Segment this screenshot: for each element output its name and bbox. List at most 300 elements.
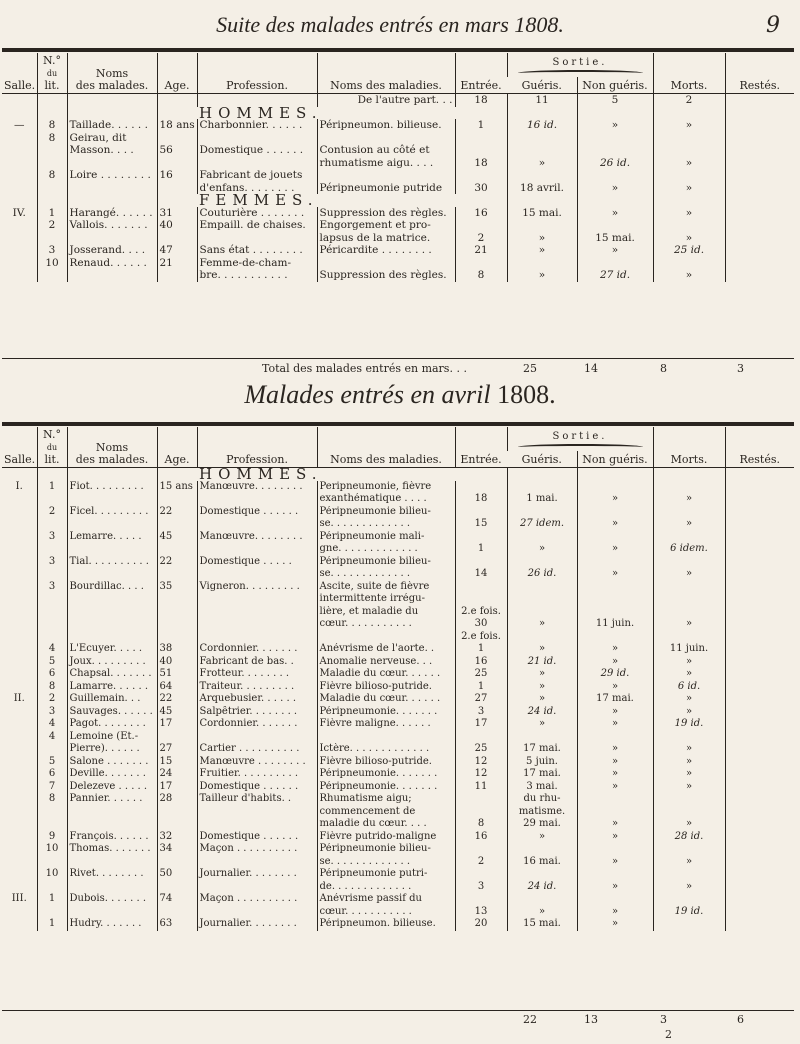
cell-salle [2, 906, 37, 919]
cell-restes [725, 531, 794, 544]
march-bottom-rule [2, 358, 794, 359]
cell-mal: Péripneumonie bilieu- [317, 556, 455, 569]
cell-restes [725, 257, 794, 270]
cell-lit: 3 [37, 581, 67, 594]
cell-salle [2, 169, 37, 182]
cell-nom: Rivet. . . . . . . . [67, 868, 157, 881]
cell-prof [197, 568, 317, 581]
cell-restes [725, 806, 794, 819]
cell-gueris [507, 631, 577, 644]
cell-morts: » [653, 743, 725, 756]
cell-nom [67, 568, 157, 581]
cell-nom [67, 269, 157, 282]
cell-restes [725, 906, 794, 919]
cell-lit: 1 [37, 481, 67, 494]
col-sortie: Sortie. [507, 53, 653, 77]
cell-entree [455, 843, 507, 856]
cell-non: » [577, 182, 653, 195]
cell-mal [317, 731, 455, 744]
table-row [2, 568, 794, 581]
table-row [2, 531, 794, 544]
cell-nom: Deville. . . . . . . [67, 768, 157, 781]
cell-morts [653, 868, 725, 881]
col-gueris: Guéris. [521, 453, 562, 466]
table-row [2, 182, 794, 195]
cell-gueris: » [507, 831, 577, 844]
cell-morts: » [653, 856, 725, 869]
cell-entree: 21 [455, 244, 507, 257]
table-row [2, 818, 794, 831]
cell-morts: » [653, 781, 725, 794]
cell-restes [725, 831, 794, 844]
cell-mal: lapsus de la matrice. [317, 232, 455, 245]
cell-restes [725, 481, 794, 494]
table-row [2, 781, 794, 794]
cell-salle [2, 881, 37, 894]
cell-gueris: » [507, 618, 577, 631]
march-total-non-gueris: 8 [660, 362, 667, 375]
cell-mal: Péripneumonie. . . . . . . [317, 781, 455, 794]
cell-entree [455, 593, 507, 606]
cell-morts: » [653, 756, 725, 769]
cell-restes [725, 856, 794, 869]
cell-entree: 25 [455, 668, 507, 681]
cell-non: » [577, 643, 653, 656]
cell-morts [653, 556, 725, 569]
cell-restes [725, 656, 794, 669]
cell-gueris: 15 mai. [507, 207, 577, 220]
table-row [2, 269, 794, 282]
cell-morts [653, 257, 725, 270]
cell-lit: 10 [37, 257, 67, 270]
cell-age: 50 [157, 868, 197, 881]
cell-lit: 5 [37, 656, 67, 669]
cell-entree [455, 806, 507, 819]
cell-lit: 8 [37, 793, 67, 806]
cell-non [577, 531, 653, 544]
cell-prof [197, 232, 317, 245]
cell-prof: Tailleur d'habits. . [197, 793, 317, 806]
march-total-gueris: 14 [584, 362, 598, 375]
cell-nom: Lemarre. . . . . [67, 531, 157, 544]
cell-salle [2, 743, 37, 756]
cell-nom: Sauvages. . . . . . [67, 706, 157, 719]
cell-non: 15 mai. [577, 232, 653, 245]
cell-gueris: » [507, 718, 577, 731]
cell-gueris: » [507, 668, 577, 681]
cell-prof [197, 493, 317, 506]
cell-restes [725, 818, 794, 831]
cell-mal: Suppression des règles. [317, 269, 455, 282]
cell-non: » [577, 681, 653, 694]
cell-morts [653, 593, 725, 606]
col-maladies: Noms des maladies. [317, 427, 455, 468]
carry-gueris: 11 [507, 94, 577, 107]
cell-lit: 6 [37, 668, 67, 681]
cell-restes [725, 493, 794, 506]
table-row [2, 207, 794, 220]
cell-lit [37, 144, 67, 157]
cell-nom [67, 493, 157, 506]
col-lit: N.° du lit. [37, 427, 67, 468]
cell-lit [37, 631, 67, 644]
col-noms: Noms des malades. [67, 53, 157, 94]
cell-lit: 2 [37, 506, 67, 519]
cell-mal: de. . . . . . . . . . . . . [317, 881, 455, 894]
cell-salle [2, 132, 37, 145]
cell-lit [37, 269, 67, 282]
cell-gueris: matisme. [507, 806, 577, 819]
cell-age [157, 606, 197, 619]
cell-gueris: 24 id. [507, 881, 577, 894]
cell-morts [653, 219, 725, 232]
cell-entree: 1 [455, 543, 507, 556]
cell-prof [197, 157, 317, 170]
cell-age: 56 [157, 144, 197, 157]
cell-entree: 25 [455, 743, 507, 756]
cell-gueris: » [507, 906, 577, 919]
page-number: 9 [766, 12, 780, 38]
cell-morts [653, 843, 725, 856]
cell-mal: Contusion au côté et [317, 144, 455, 157]
cell-entree [455, 793, 507, 806]
cell-nom: Dubois. . . . . . . [67, 893, 157, 906]
cell-entree [455, 506, 507, 519]
cell-entree: 12 [455, 768, 507, 781]
cell-prof [197, 731, 317, 744]
cell-gueris: » [507, 157, 577, 170]
cell-lit: 10 [37, 868, 67, 881]
cell-lit [37, 518, 67, 531]
cell-age: 28 [157, 793, 197, 806]
cell-restes [725, 843, 794, 856]
april-bottom-rule [2, 1010, 794, 1011]
cell-restes [725, 706, 794, 719]
cell-lit [37, 543, 67, 556]
cell-mal [317, 257, 455, 270]
cell-morts: 6 idem. [653, 543, 725, 556]
cell-restes [725, 631, 794, 644]
cell-salle [2, 543, 37, 556]
cell-entree [455, 531, 507, 544]
table-row [2, 219, 794, 232]
cell-gueris: » [507, 269, 577, 282]
cell-salle [2, 718, 37, 731]
table-row [2, 793, 794, 806]
col-maladies: Noms des maladies. [317, 53, 455, 94]
cell-morts: » [653, 518, 725, 531]
cell-gueris [507, 257, 577, 270]
col-morts: Morts. [653, 53, 725, 94]
cell-restes [725, 768, 794, 781]
cell-restes [725, 668, 794, 681]
cell-non [577, 731, 653, 744]
col-sortie: Sortie. [507, 427, 653, 451]
section-hommes-march [2, 107, 794, 120]
cell-nom: Vallois. . . . . . . [67, 219, 157, 232]
cell-nom: Hudry. . . . . . . [67, 918, 157, 931]
cell-mal: Péripneumon. bilieuse. [317, 918, 455, 931]
march-total-entree: 25 [523, 362, 537, 375]
cell-salle [2, 706, 37, 719]
cell-prof: Domestique . . . . . . [197, 831, 317, 844]
cell-gueris: 16 id. [507, 119, 577, 132]
cell-nom: Renaud. . . . . . [67, 257, 157, 270]
cell-entree [455, 581, 507, 594]
cell-restes [725, 568, 794, 581]
cell-morts: » [653, 693, 725, 706]
cell-entree: 2 [455, 232, 507, 245]
cell-morts: » [653, 618, 725, 631]
cell-salle [2, 831, 37, 844]
cell-entree: 17 [455, 718, 507, 731]
cell-entree: 18 [455, 493, 507, 506]
cell-salle [2, 618, 37, 631]
cell-entree [455, 257, 507, 270]
cell-entree: 3 [455, 706, 507, 719]
cell-lit: 8 [37, 169, 67, 182]
section-hommes-april [2, 468, 794, 481]
cell-nom: Josserand. . . . [67, 244, 157, 257]
cell-nom: Delezeve . . . . . [67, 781, 157, 794]
cell-age [157, 818, 197, 831]
cell-gueris [507, 606, 577, 619]
cell-gueris: 16 mai. [507, 856, 577, 869]
cell-mal: cœur. . . . . . . . . . . [317, 618, 455, 631]
cell-morts: » [653, 768, 725, 781]
cell-restes [725, 743, 794, 756]
cell-salle [2, 518, 37, 531]
cell-nom [67, 593, 157, 606]
cell-salle [2, 756, 37, 769]
cell-lit: 8 [37, 119, 67, 132]
col-entree: Entrée. [455, 427, 507, 468]
cell-gueris: 17 mai. [507, 768, 577, 781]
carry-morts: 2 [653, 94, 725, 107]
cell-mal: maladie du cœur. . . . [317, 818, 455, 831]
march-total-label: Total des malades entrés en mars. . . [262, 362, 467, 375]
col-entree: Entrée. [455, 53, 507, 94]
cell-age: 17 [157, 718, 197, 731]
cell-age: 47 [157, 244, 197, 257]
cell-restes [725, 244, 794, 257]
cell-salle [2, 269, 37, 282]
cell-mal: Maladie du cœur. . . . . . [317, 668, 455, 681]
col-age: Age. [157, 427, 197, 468]
cell-prof [197, 631, 317, 644]
section-heading: HOMMES. [199, 467, 323, 481]
cell-entree [455, 144, 507, 157]
cell-mal: rhumatisme aigu. . . . [317, 157, 455, 170]
cell-non [577, 893, 653, 906]
col-morts: Morts. [653, 427, 725, 468]
table-row [2, 556, 794, 569]
cell-age: 51 [157, 668, 197, 681]
cell-nom: Joux. . . . . . . . . [67, 656, 157, 669]
cell-age: 15 ans [157, 481, 197, 494]
cell-mal: cœur. . . . . . . . . . . [317, 906, 455, 919]
col-salle: Salle. [4, 453, 36, 466]
cell-morts [653, 581, 725, 594]
carry-row [2, 94, 794, 107]
march-total-morts: 3 [737, 362, 744, 375]
cell-gueris [507, 556, 577, 569]
cell-mal: exanthématique . . . . [317, 493, 455, 506]
cell-prof: Manœuvre. . . . . . . . [197, 481, 317, 494]
cell-prof: Domestique . . . . . [197, 556, 317, 569]
cell-nom: Fiot. . . . . . . . . [67, 481, 157, 494]
cell-nom [67, 856, 157, 869]
cell-mal: Peripneumonie, fièvre [317, 481, 455, 494]
cell-entree: 11 [455, 781, 507, 794]
cell-restes [725, 169, 794, 182]
cell-prof: Cordonnier. . . . . . . [197, 718, 317, 731]
cell-prof: Cordonnier. . . . . . . [197, 643, 317, 656]
table-row [2, 656, 794, 669]
col-non-gueris: Non guéris. [577, 77, 653, 94]
cell-gueris [507, 893, 577, 906]
cell-mal: Anévrisme de l'aorte. . [317, 643, 455, 656]
table-row [2, 831, 794, 844]
cell-age: 16 [157, 169, 197, 182]
cell-prof: Empaill. de chaises. [197, 219, 317, 232]
cell-prof [197, 906, 317, 919]
table-row [2, 157, 794, 170]
cell-non: 11 juin. [577, 618, 653, 631]
cell-non: » [577, 856, 653, 869]
page-header [40, 8, 780, 42]
cell-lit [37, 618, 67, 631]
cell-entree: 12 [455, 756, 507, 769]
cell-age: 40 [157, 219, 197, 232]
cell-restes [725, 132, 794, 145]
cell-entree [455, 219, 507, 232]
cell-mal: Péripneumonie bilieu- [317, 506, 455, 519]
cell-lit: 4 [37, 731, 67, 744]
cell-mal: Engorgement et pro- [317, 219, 455, 232]
cell-prof [197, 132, 317, 145]
cell-age: 18 ans [157, 119, 197, 132]
cell-morts [653, 531, 725, 544]
cell-gueris [507, 219, 577, 232]
cell-mal [317, 132, 455, 145]
cell-non: » [577, 518, 653, 531]
cell-lit [37, 593, 67, 606]
table-row [2, 643, 794, 656]
cell-age: 24 [157, 768, 197, 781]
cell-lit: 6 [37, 768, 67, 781]
cell-morts: » [653, 269, 725, 282]
cell-mal: Anomalie nerveuse. . . [317, 656, 455, 669]
april-table-block [2, 427, 794, 931]
cell-morts: » [653, 493, 725, 506]
table-row [2, 706, 794, 719]
cell-morts [653, 918, 725, 931]
table-row [2, 868, 794, 881]
cell-gueris [507, 868, 577, 881]
cell-lit: 3 [37, 531, 67, 544]
cell-gueris [507, 169, 577, 182]
cell-mal: Péripneumonie. . . . . . . [317, 768, 455, 781]
cell-restes [725, 144, 794, 157]
cell-prof: Manœuvre. . . . . . . . [197, 531, 317, 544]
cell-restes [725, 618, 794, 631]
running-head: Suite des malades entrés en mars 1808. [216, 12, 564, 37]
cell-morts [653, 893, 725, 906]
cell-restes [725, 269, 794, 282]
cell-salle [2, 568, 37, 581]
cell-prof: Journalier. . . . . . . . [197, 868, 317, 881]
cell-entree [455, 169, 507, 182]
cell-lit: 3 [37, 706, 67, 719]
cell-gueris: 1 mai. [507, 493, 577, 506]
cell-morts: 28 id. [653, 831, 725, 844]
table-row [2, 518, 794, 531]
cell-prof [197, 818, 317, 831]
cell-morts [653, 731, 725, 744]
col-restes: Restés. [725, 427, 794, 468]
cell-age: 22 [157, 556, 197, 569]
cell-age: 21 [157, 257, 197, 270]
cell-salle [2, 656, 37, 669]
cell-gueris [507, 531, 577, 544]
cell-lit [37, 157, 67, 170]
cell-age [157, 906, 197, 919]
section-heading: FEMMES. [199, 194, 319, 207]
table-row [2, 144, 794, 157]
cell-gueris: 29 mai. [507, 818, 577, 831]
cell-restes [725, 182, 794, 195]
cell-lit: 8 [37, 132, 67, 145]
cell-entree: 16 [455, 831, 507, 844]
cell-non: » [577, 818, 653, 831]
col-salle: Salle. [4, 79, 36, 92]
cell-age: 22 [157, 506, 197, 519]
cell-morts: 19 id. [653, 718, 725, 731]
cell-prof [197, 543, 317, 556]
cell-nom [67, 881, 157, 894]
cell-entree: 2.e fois. [455, 606, 507, 619]
cell-entree [455, 868, 507, 881]
cell-entree: 1 [455, 119, 507, 132]
cell-non: » [577, 906, 653, 919]
cell-salle [2, 157, 37, 170]
cell-mal: Péripneumonie putri- [317, 868, 455, 881]
cell-lit: 9 [37, 831, 67, 844]
cell-prof [197, 881, 317, 894]
cell-nom [67, 818, 157, 831]
cell-prof: Domestique . . . . . . [197, 781, 317, 794]
cell-mal: Fièvre bilioso-putride. [317, 756, 455, 769]
cell-non [577, 631, 653, 644]
cell-salle [2, 182, 37, 195]
cell-lit: 8 [37, 681, 67, 694]
cell-mal: Fièvre bilioso-putride. [317, 681, 455, 694]
cell-restes [725, 506, 794, 519]
cell-gueris: » [507, 643, 577, 656]
cell-prof: Domestique . . . . . . [197, 144, 317, 157]
cell-restes [725, 219, 794, 232]
cell-prof [197, 806, 317, 819]
table-row [2, 893, 794, 906]
cell-age: 35 [157, 581, 197, 594]
cell-salle [2, 581, 37, 594]
cell-salle: II. [13, 693, 25, 704]
table-row [2, 506, 794, 519]
cell-salle [2, 493, 37, 506]
cell-nom: Salone . . . . . . . [67, 756, 157, 769]
table-row [2, 731, 794, 744]
